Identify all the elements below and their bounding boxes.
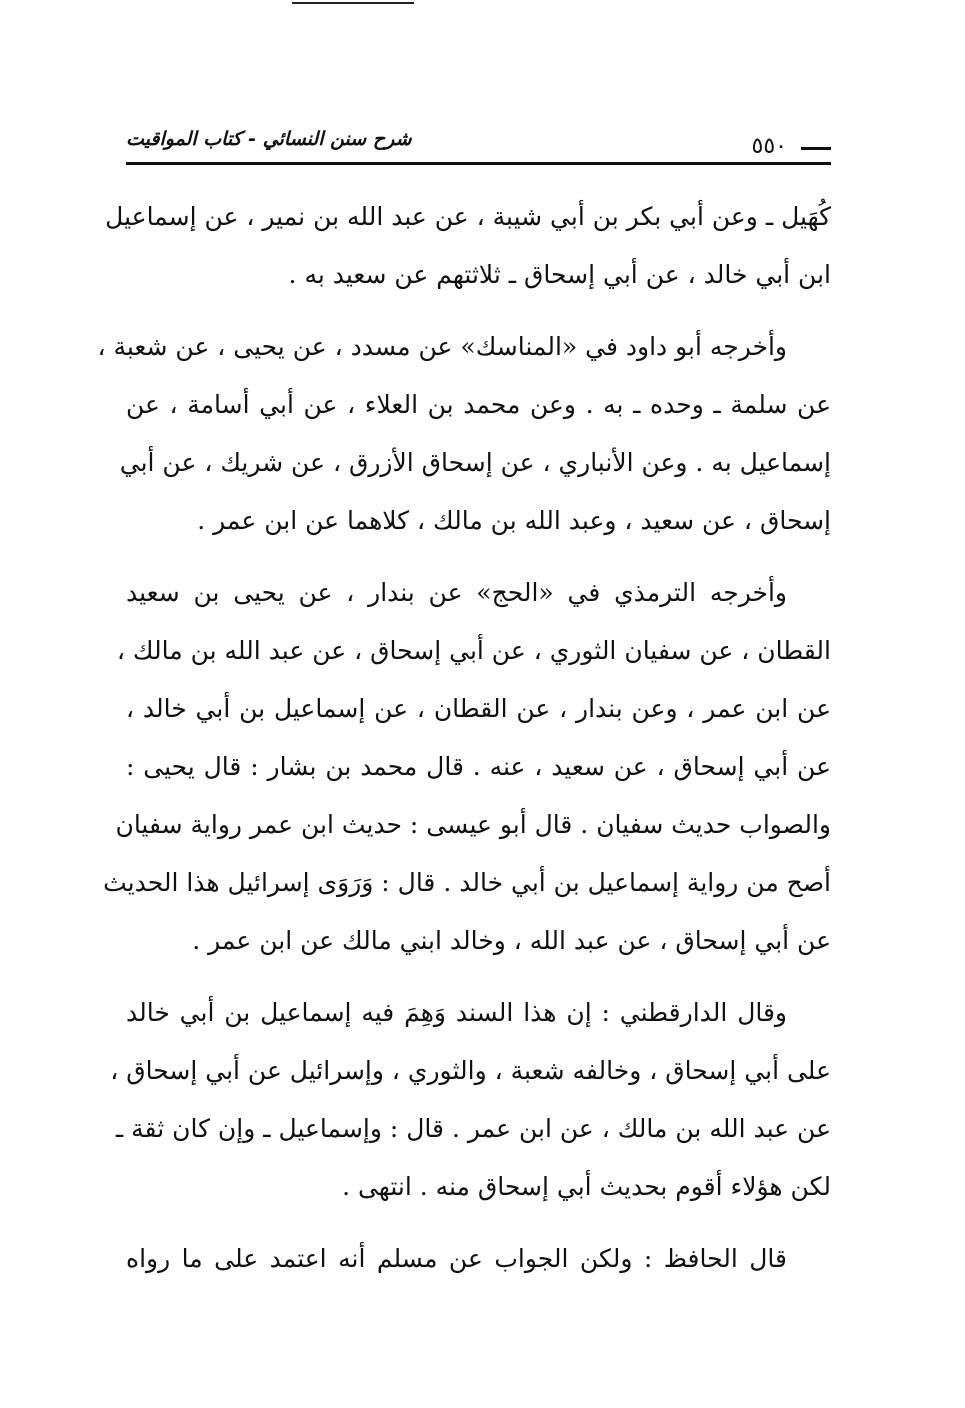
header-dash <box>801 147 831 150</box>
text-line: ابن أبي خالد ، عن أبي إسحاق ـ ثلاثتهم عن سعيد به . <box>288 260 831 289</box>
body-text <box>97 188 831 1302</box>
text-line: أصح من رواية إسماعيل بن أبي خالد . قال : وَرَوَى إسرائيل هذا الحديث <box>103 868 831 897</box>
header-rule <box>126 162 831 165</box>
paragraph-1 <box>105 188 831 304</box>
text-line: كُهَيل ـ وعن أبي بكر بن أبي شيبة ، عن عبد الله بن نمير ، عن إسماعيل <box>105 202 831 231</box>
text-line: والصواب حديث سفيان . قال أبو عيسى : حديث ابن عمر رواية سفيان <box>115 810 831 839</box>
text-line: على أبي إسحاق ، وخالفه شعبة ، والثوري ، وإسرائيل عن أبي إسحاق ، <box>110 1056 831 1085</box>
paragraph-4 <box>110 984 831 1216</box>
top-edge-mark <box>292 2 414 4</box>
text-line: عن أبي إسحاق ، عن عبد الله ، وخالد ابني مالك عن ابن عمر . <box>192 926 831 955</box>
text-line: عن عبد الله بن مالك ، عن ابن عمر . قال : وإسماعيل ـ وإن كان ثقة ـ <box>115 1114 831 1143</box>
header-title: شرح سنن النسائي - كتاب المواقيت <box>126 128 412 150</box>
text-line: إسحاق ، عن سعيد ، وعبد الله بن مالك ، كلاهما عن ابن عمر . <box>197 506 831 535</box>
text-line: وأخرجه الترمذي في «الحج» عن بندار ، عن يحيى بن سعيد <box>126 578 787 607</box>
text-line: عن أبي إسحاق ، عن سعيد ، عنه . قال محمد بن بشار : قال يحيى : <box>126 752 831 781</box>
text-line: إسماعيل به . وعن الأنباري ، عن إسحاق الأزرق ، عن شريك ، عن أبي <box>119 448 831 477</box>
text-line: عن ابن عمر ، وعن بندار ، عن القطان ، عن إسماعيل بن أبي خالد ، <box>126 694 831 723</box>
paragraph-2 <box>97 318 831 550</box>
paragraph-3 <box>103 564 831 970</box>
text-line: وقال الدارقطني : إن هذا السند وَهِمَ فيه إسماعيل بن أبي خالد <box>126 998 787 1027</box>
page-number: ٥٥٠ <box>751 134 787 159</box>
text-line: وأخرجه أبو داود في «المناسك» عن مسدد ، عن يحيى ، عن شعبة ، <box>97 332 787 361</box>
paragraph-5 <box>126 1230 831 1288</box>
text-line: قال الحافظ : ولكن الجواب عن مسلم أنه اعتمد على ما رواه <box>126 1244 787 1273</box>
text-line: عن سلمة ـ وحده ـ به . وعن محمد بن العلاء ، عن أبي أسامة ، عن <box>126 390 831 419</box>
text-line: لكن هؤلاء أقوم بحديث أبي إسحاق منه . انتهى . <box>342 1172 831 1201</box>
text-line: القطان ، عن سفيان الثوري ، عن أبي إسحاق ، عن عبد الله بن مالك ، <box>116 636 831 665</box>
running-header <box>126 122 831 166</box>
